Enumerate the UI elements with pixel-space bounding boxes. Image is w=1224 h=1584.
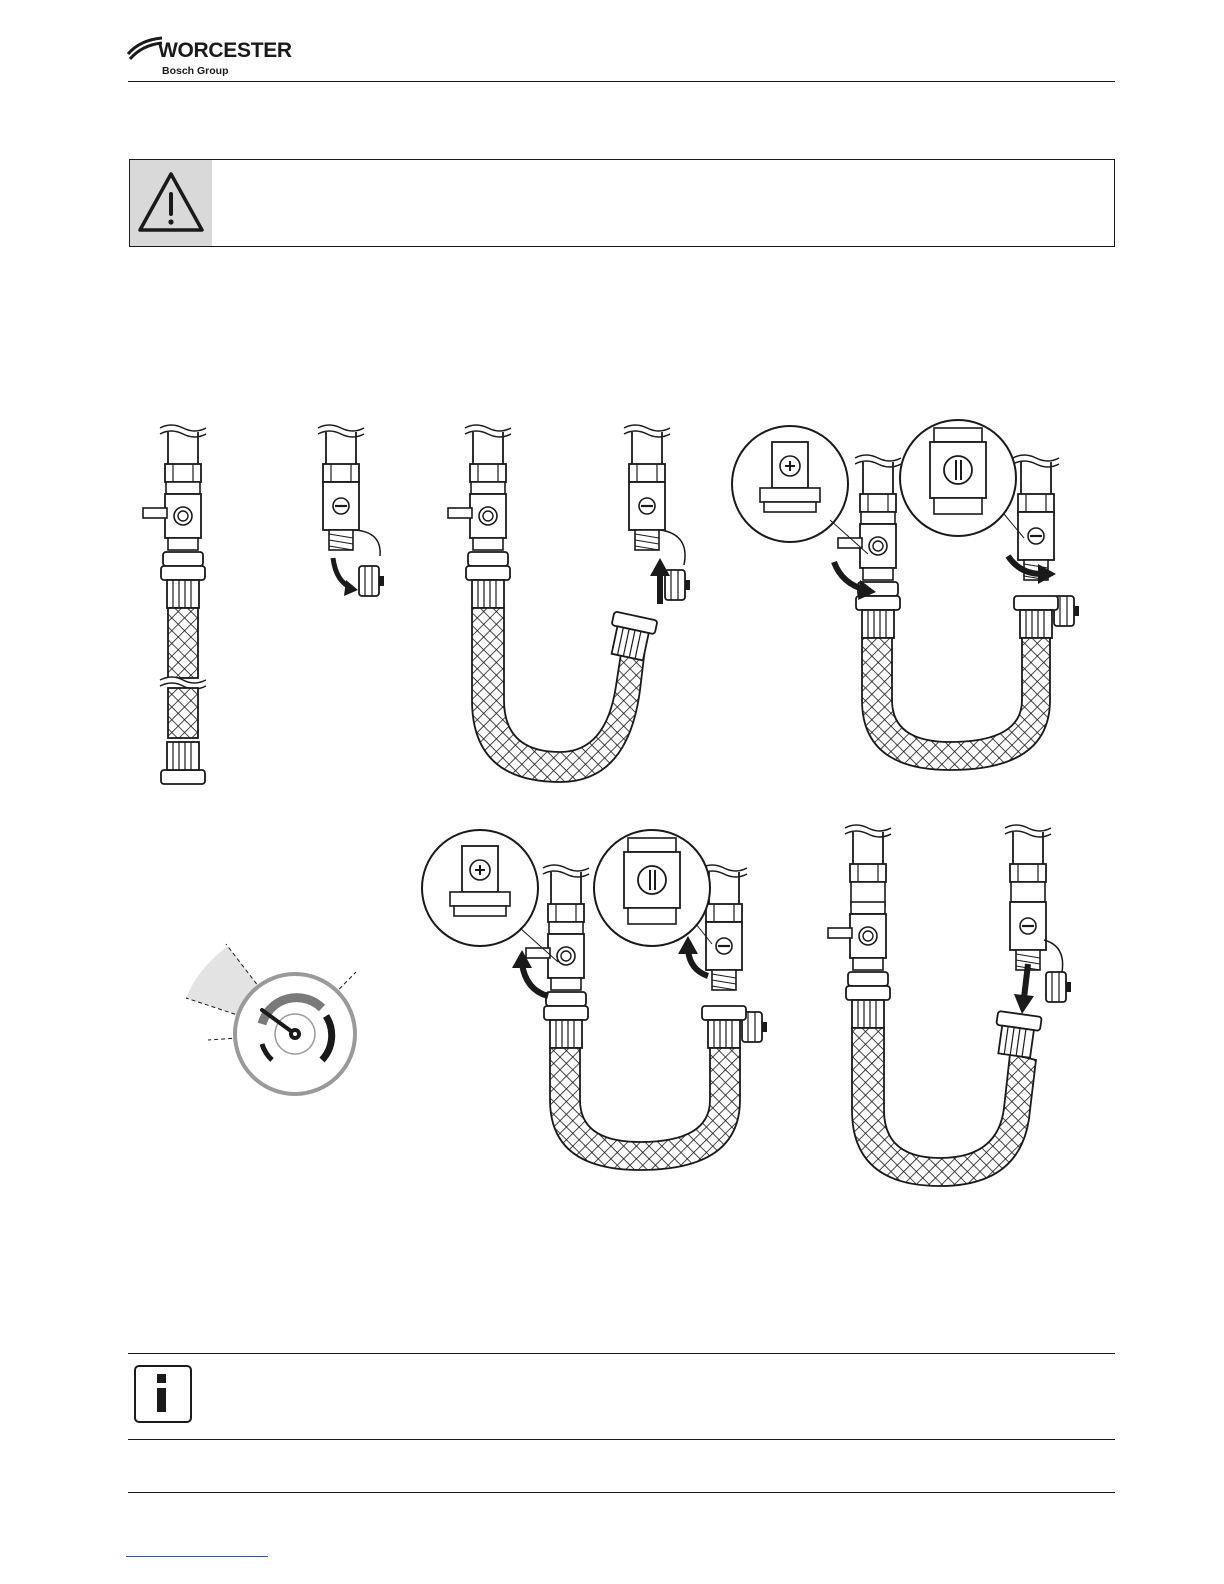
warning-box: [129, 159, 1115, 247]
footer-link-underline[interactable]: [126, 1556, 268, 1557]
info-bottom-rule: [128, 1439, 1115, 1440]
warning-triangle-icon: [136, 170, 206, 236]
info-top-rule: [128, 1353, 1115, 1354]
step3-connect-hose: [448, 425, 690, 782]
brand-name: WORCESTER: [158, 39, 292, 62]
push-arrow-icon: [1014, 994, 1034, 1014]
step1-assembled-hose: [143, 425, 206, 784]
rotate-arrow-icon: [522, 964, 548, 996]
step4-open-valves: [732, 420, 1079, 770]
warning-icon-cell: [130, 160, 212, 246]
step5-pressure-gauge: [186, 944, 356, 1094]
info-icon: [134, 1365, 192, 1423]
footer-rule: [128, 1492, 1115, 1493]
header-rule: [128, 81, 1115, 82]
brand-group: Bosch Group: [162, 65, 229, 77]
push-arrow-icon: [650, 558, 670, 576]
step2-remove-cap: [318, 425, 384, 596]
step6-close-valves: [422, 830, 767, 1170]
brand-logo: [126, 30, 292, 78]
filling-loop-illustration: [0, 400, 1224, 1200]
step7-disconnect-hose: [828, 825, 1071, 1186]
